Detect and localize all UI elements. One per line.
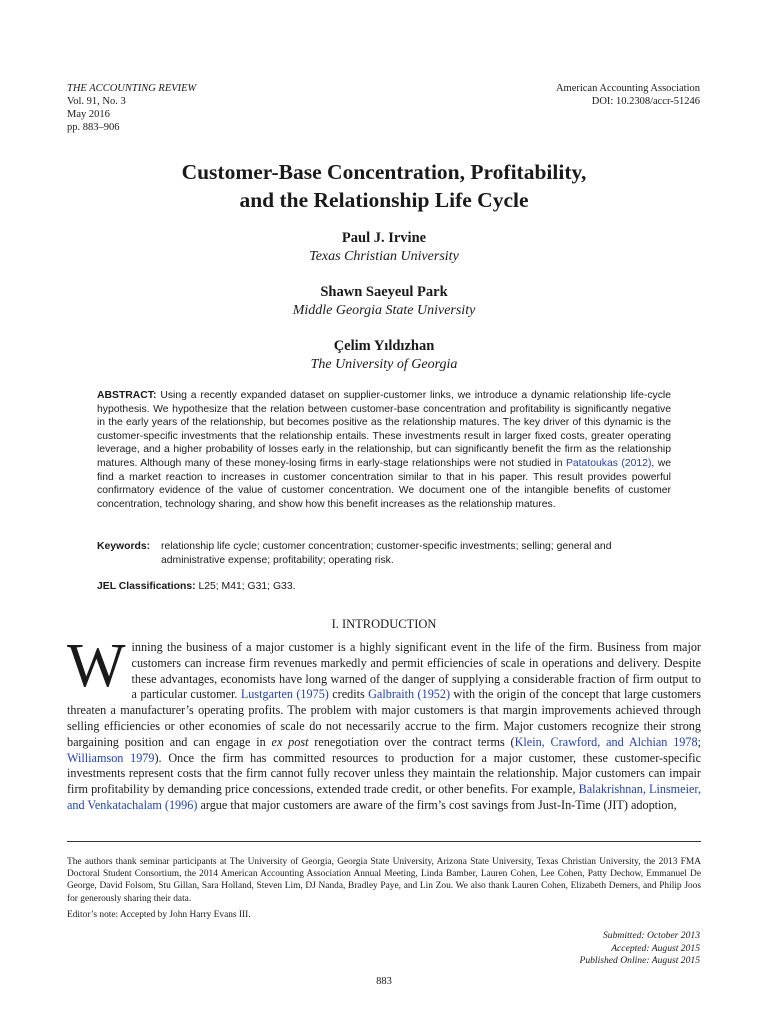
body-text: ). Once the firm has committed resources to production for a major customer, these customer-specific investments represent costs that the firm cannot fully recover unless they maintain the relationship. Major customers can impair firm profitability by demanding price concessions, extended trade credit, or other benefits. For example, [67, 750, 701, 797]
body-text: inning the business of a major customer is a highly significant event in the life of the firm. Business from major customers can increase firm revenues markedly and permit efficiencies of scale in operations and delivery. Despite these advantages, economists have long warned of the danger of supplying a considerable fraction of firm output to a particular customer. [131, 640, 701, 702]
section-heading: I. INTRODUCTION [331, 617, 437, 631]
doi[interactable]: DOI: 10.2308/accr-51246 [591, 96, 700, 107]
article-title [0, 158, 768, 214]
abstract [97, 389, 671, 511]
author-affiliation: Texas Christian University [309, 249, 459, 264]
published-date: Published Online: August 2015 [579, 955, 700, 967]
citation-link[interactable]: Patatoukas (2012) [565, 457, 652, 469]
author-affiliation: Middle Georgia State University [292, 303, 476, 318]
body-text: credits [328, 687, 369, 702]
citation-link[interactable]: Galbraith (1952) [368, 687, 451, 702]
keywords-text: relationship life cycle; customer concentration; customer-specific investments; selling; general and administrative expense; profitability; operating risk. [161, 541, 612, 566]
accepted-date: Accepted: August 2015 [611, 942, 700, 954]
title-line-1: Customer-Base Concentration, Profitability, [181, 160, 587, 184]
jel-label: JEL Classifications: [97, 581, 196, 592]
body-text: ; [697, 734, 701, 749]
title-line-2: and the Relationship Life Cycle [239, 188, 529, 212]
abstract-text: , we find a market reaction to increases in customer concentration similar to that in his paper. This result provides powerful confirmatory evidence of the value of customer concentration. We document one of the intangible benefits of customer concentration, technology sharing, and show how this benefit increases as the relationship matures. [97, 457, 671, 510]
submission-dates [579, 930, 700, 968]
citation-link[interactable]: Klein, Crawford, and Alchian 1978 [514, 734, 698, 749]
citation-link[interactable]: Lustgarten (1975) [240, 687, 329, 702]
author-name: Shawn Saeyeul Park [320, 284, 448, 300]
introduction-body [67, 632, 701, 814]
journal-pages: pp. 883–906 [67, 122, 120, 133]
italic-text: ex post [271, 734, 309, 749]
footnotes [67, 856, 701, 925]
journal-title: THE ACCOUNTING REVIEW [67, 83, 197, 94]
journal-header [67, 82, 196, 134]
jel-classifications [97, 580, 296, 594]
drop-cap: W [67, 632, 126, 700]
author-name: Paul J. Irvine [341, 230, 427, 246]
citation-link[interactable]: Williamson 1979 [67, 750, 155, 765]
keywords-label: Keywords: [97, 541, 151, 552]
footnote-divider [67, 841, 701, 842]
submitted-date: Submitted: October 2013 [603, 930, 700, 941]
body-text: with the origin of the concept that large customers threaten a manufacturer’s operating profits. The problem with major customers is that margin improvements achieved through selling efficiencies or other economies of scale do not necessarily accrue to the firm. Major customers recognize their strong bargaining position and can engage in [67, 687, 701, 749]
journal-volume: Vol. 91, No. 3 [67, 96, 126, 107]
editor-note: Editor’s note: Accepted by John Harry Evans III. [67, 909, 251, 920]
publisher-header [556, 82, 700, 108]
author-affiliation: The University of Georgia [310, 357, 458, 372]
abstract-text: Using a recently expanded dataset on supplier-customer links, we introduce a dynamic relationship life-cycle hypothesis. We hypothesize that the relation between customer-base concentration and profitability is significantly negative in the early years of the relationship, but becomes positive as the relationship matures. The key driver of this dynamic is the customer-specific investments that the relationship entails. These investments result in larger fixed costs, greater operating leverage, and a higher probability of losses early in the relationship, but can significantly benefit the firm as the relationship matures. Although many of these money-losing firms in early-stage relationships were not studied in [97, 390, 671, 469]
body-text: argue that major customers are aware of the firm’s cost savings from Just-In-Time (JIT) adoption, [197, 797, 677, 812]
citation-link[interactable]: Balakrishnan, Linsmeier, and Venkatachalam (1996) [67, 782, 701, 812]
publisher-name: American Accounting Association [555, 83, 700, 94]
author-name: Çelim Yıldızhan [333, 338, 435, 354]
body-text: renegotiation over the contract terms ( [308, 734, 515, 749]
page-number: 883 [376, 976, 392, 987]
jel-text: L25; M41; G31; G33. [195, 581, 296, 592]
acknowledgments: The authors thank seminar participants at The University of Georgia, Georgia State University, Arizona State University, Texas Christian University, the 2013 FMA Doctoral Student Consortium, the 2014 American Accounting Association Annual Meeting, Linda Bamber, Lauren Cohen, Lee Cohen, Patty Dechow, Emmanuel De George, David Folsom, Stu Gillan, Sara Holland, Steven Lim, DJ Nanda, Bradley Paye, and Lin Zou. We also thank Lauren Cohen, Elizabeth Demers, and Philip Joos for generously sharing their data. [67, 857, 701, 904]
journal-date: May 2016 [67, 109, 110, 120]
abstract-label: ABSTRACT: [97, 390, 157, 401]
